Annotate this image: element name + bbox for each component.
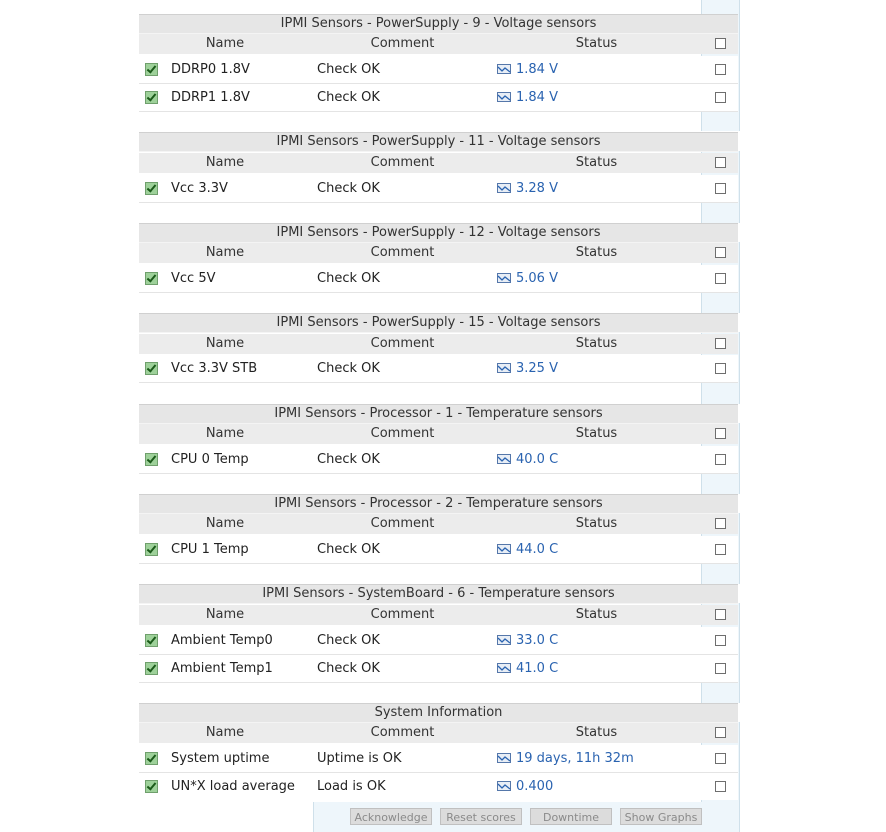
column-header-row xyxy=(139,334,738,354)
header-name: Name xyxy=(205,245,245,260)
sensor-comment: Check OK xyxy=(317,62,380,77)
section-title: IPMI Sensors - PowerSupply - 9 - Voltage sensors xyxy=(139,14,738,34)
header-comment: Comment xyxy=(370,336,435,351)
show-graphs-button[interactable]: Show Graphs xyxy=(620,808,702,825)
ok-check-icon xyxy=(145,362,158,375)
graph-icon[interactable] xyxy=(497,544,511,554)
header-status: Status xyxy=(575,155,618,170)
table-row xyxy=(139,56,738,84)
sensor-name: CPU 0 Temp xyxy=(171,452,249,467)
sensor-comment: Uptime is OK xyxy=(317,751,402,766)
header-comment: Comment xyxy=(370,725,435,740)
header-status: Status xyxy=(575,516,618,531)
ok-check-icon xyxy=(145,91,158,104)
header-comment: Comment xyxy=(370,607,435,622)
column-header-row xyxy=(139,605,738,625)
row-select-checkbox[interactable] xyxy=(715,64,726,75)
ok-check-icon xyxy=(145,752,158,765)
table-row xyxy=(139,536,738,564)
sensor-name: Vcc 3.3V xyxy=(171,181,228,196)
sensor-comment: Check OK xyxy=(317,452,380,467)
graph-icon[interactable] xyxy=(497,183,511,193)
table-row xyxy=(139,446,738,474)
sensor-status-link[interactable]: 3.28 V xyxy=(516,181,558,196)
sensor-name: Ambient Temp0 xyxy=(171,633,273,648)
row-select-checkbox[interactable] xyxy=(715,92,726,103)
header-status: Status xyxy=(575,245,618,260)
header-status: Status xyxy=(575,336,618,351)
sensor-status-link[interactable]: 33.0 C xyxy=(516,633,559,648)
header-comment: Comment xyxy=(370,155,435,170)
ok-check-icon xyxy=(145,272,158,285)
sensor-comment: Check OK xyxy=(317,542,380,557)
sensor-status-link[interactable]: 41.0 C xyxy=(516,661,559,676)
sensor-comment: Check OK xyxy=(317,661,380,676)
graph-icon[interactable] xyxy=(497,753,511,763)
sensor-name: System uptime xyxy=(171,751,270,766)
header-name: Name xyxy=(205,426,245,441)
sensor-name: DDRP0 1.8V xyxy=(171,62,250,77)
graph-icon[interactable] xyxy=(497,273,511,283)
table-row xyxy=(139,355,738,383)
ok-check-icon xyxy=(145,182,158,195)
section-title: IPMI Sensors - PowerSupply - 11 - Voltage sensors xyxy=(139,132,738,152)
select-all-checkbox[interactable] xyxy=(715,609,726,620)
header-status: Status xyxy=(575,426,618,441)
select-all-checkbox[interactable] xyxy=(715,518,726,529)
sensor-name: UN*X load average xyxy=(171,779,295,794)
graph-icon[interactable] xyxy=(497,635,511,645)
sensor-comment: Check OK xyxy=(317,90,380,105)
graph-icon[interactable] xyxy=(497,663,511,673)
ok-check-icon xyxy=(145,543,158,556)
row-select-checkbox[interactable] xyxy=(715,544,726,555)
select-all-checkbox[interactable] xyxy=(715,727,726,738)
table-row xyxy=(139,773,738,800)
row-select-checkbox[interactable] xyxy=(715,273,726,284)
row-select-checkbox[interactable] xyxy=(715,663,726,674)
section-title: IPMI Sensors - PowerSupply - 12 - Voltage sensors xyxy=(139,223,738,243)
table-row xyxy=(139,655,738,683)
ok-check-icon xyxy=(145,634,158,647)
header-comment: Comment xyxy=(370,426,435,441)
select-all-checkbox[interactable] xyxy=(715,338,726,349)
graph-icon[interactable] xyxy=(497,92,511,102)
sensor-status-link[interactable]: 3.25 V xyxy=(516,361,558,376)
header-name: Name xyxy=(205,725,245,740)
row-select-checkbox[interactable] xyxy=(715,753,726,764)
header-name: Name xyxy=(205,336,245,351)
row-select-checkbox[interactable] xyxy=(715,454,726,465)
column-header-row xyxy=(139,424,738,444)
sensor-status-link[interactable]: 1.84 V xyxy=(516,90,558,105)
section-title: IPMI Sensors - PowerSupply - 15 - Voltage sensors xyxy=(139,313,738,333)
sensor-status-link[interactable]: 44.0 C xyxy=(516,542,559,557)
graph-icon[interactable] xyxy=(497,454,511,464)
sensor-status-link[interactable]: 19 days, 11h 32m xyxy=(516,751,634,766)
sensor-comment: Check OK xyxy=(317,271,380,286)
column-header-row xyxy=(139,514,738,534)
section-title: IPMI Sensors - SystemBoard - 6 - Temperature sensors xyxy=(139,584,738,604)
row-select-checkbox[interactable] xyxy=(715,183,726,194)
table-row xyxy=(139,175,738,203)
section-title: IPMI Sensors - Processor - 2 - Temperature sensors xyxy=(139,494,738,514)
ok-check-icon xyxy=(145,780,158,793)
ok-check-icon xyxy=(145,662,158,675)
table-row xyxy=(139,627,738,655)
column-header-row xyxy=(139,153,738,173)
sensor-name: DDRP1 1.8V xyxy=(171,90,250,105)
reset-scores-button[interactable]: Reset scores xyxy=(440,808,522,825)
downtime-button[interactable]: Downtime xyxy=(530,808,612,825)
column-header-row xyxy=(139,723,738,743)
graph-icon[interactable] xyxy=(497,781,511,791)
select-all-checkbox[interactable] xyxy=(715,38,726,49)
sensor-name: CPU 1 Temp xyxy=(171,542,249,557)
header-comment: Comment xyxy=(370,245,435,260)
sensor-comment: Check OK xyxy=(317,633,380,648)
header-comment: Comment xyxy=(370,36,435,51)
table-row xyxy=(139,84,738,112)
graph-icon[interactable] xyxy=(497,363,511,373)
graph-icon[interactable] xyxy=(497,64,511,74)
header-status: Status xyxy=(575,607,618,622)
select-all-checkbox[interactable] xyxy=(715,247,726,258)
header-name: Name xyxy=(205,607,245,622)
sensor-status-link[interactable]: 1.84 V xyxy=(516,62,558,77)
header-name: Name xyxy=(205,155,245,170)
sensor-comment: Check OK xyxy=(317,361,380,376)
sensor-name: Ambient Temp1 xyxy=(171,661,273,676)
section-title: IPMI Sensors - Processor - 1 - Temperature sensors xyxy=(139,404,738,424)
column-header-row xyxy=(139,243,738,263)
ok-check-icon xyxy=(145,63,158,76)
section-title: System Information xyxy=(139,703,738,723)
sensor-comment: Check OK xyxy=(317,181,380,196)
sensor-name: Vcc 5V xyxy=(171,271,216,286)
sensor-name: Vcc 3.3V STB xyxy=(171,361,258,376)
header-status: Status xyxy=(575,36,618,51)
header-comment: Comment xyxy=(370,516,435,531)
row-select-checkbox[interactable] xyxy=(715,781,726,792)
select-all-checkbox[interactable] xyxy=(715,428,726,439)
sensor-status-link[interactable]: 5.06 V xyxy=(516,271,558,286)
table-row xyxy=(139,745,738,773)
sensor-status-link[interactable]: 40.0 C xyxy=(516,452,559,467)
column-header-row xyxy=(139,34,738,54)
table-row xyxy=(139,265,738,293)
top-spacer xyxy=(139,0,738,13)
row-select-checkbox[interactable] xyxy=(715,363,726,374)
ok-check-icon xyxy=(145,453,158,466)
sensor-status-link[interactable]: 0.400 xyxy=(516,779,554,794)
sensor-comment: Load is OK xyxy=(317,779,386,794)
header-status: Status xyxy=(575,725,618,740)
header-name: Name xyxy=(205,516,245,531)
acknowledge-button[interactable]: Acknowledge xyxy=(350,808,432,825)
row-select-checkbox[interactable] xyxy=(715,635,726,646)
select-all-checkbox[interactable] xyxy=(715,157,726,168)
header-name: Name xyxy=(205,36,245,51)
